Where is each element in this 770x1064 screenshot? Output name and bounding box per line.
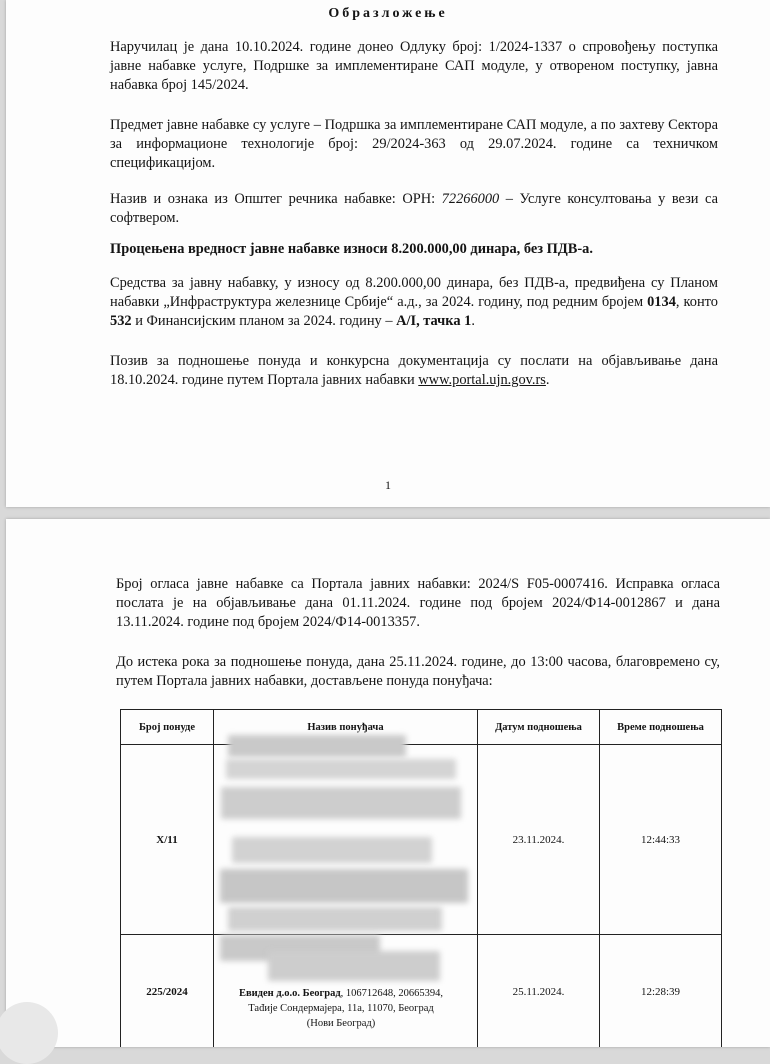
paragraph-funds [110, 274, 718, 331]
invitation-text: Позив за подношење понуда и конкурсна документација су послати на објављивање дана 18.10.2024. године путем Портала јавних набавки [110, 353, 718, 388]
redacted-bidder-2 [226, 759, 456, 779]
row2-time: 12:28:39 [640, 985, 681, 998]
paragraph-estimated-value [110, 240, 718, 259]
document-page-2 [6, 519, 770, 1047]
header-submission-time: Време подношења [617, 721, 704, 733]
bidder-ids: , 106712648, 20665394, [340, 988, 444, 999]
section-heading: Образложење [328, 6, 448, 21]
plan-point: А/I, тачка 1 [396, 313, 472, 329]
row1-offer-number: X/11 [156, 833, 178, 846]
row1-time: 12:44:33 [640, 833, 681, 846]
plan-number: 0134 [647, 294, 676, 310]
row1-date: 23.11.2024. [512, 833, 565, 846]
redacted-bidder-8 [268, 951, 440, 981]
header-offer-number: Број понуде [138, 721, 196, 733]
paragraph-offers-intro: До истека рока за подношење понуда, дана 25.11.2024. године, до 13:00 часова, благовремено су, путем Портала јавних набавки, достављене понуда понуђача: [116, 654, 720, 689]
redacted-bidder-5 [220, 869, 468, 903]
funds-text-b: , конто [675, 294, 718, 310]
invitation-end: . [545, 372, 550, 388]
funds-text-a: Средства за јавну набавку, у износу од 8.200.000,00 динара, без ПДВ-а, предвиђена су Планом набавки „Инфраструктура железнице Србије“ а.д., за 2024. годину, под редним бројем [110, 275, 718, 310]
bidder-address: Таđије Сондермајера, 11а, 11070, Београд [248, 1003, 434, 1014]
estimated-value-amount: 8.200.000,00 динара, без ПДВ-а. [391, 241, 593, 257]
bidder-details [218, 986, 464, 1046]
redacted-bidder-6 [228, 907, 442, 931]
paragraph-decision: Наручилац је дана 10.10.2024. године донео Одлуку број: 1/2024-1337 о спровођењу поступка јавне набавке услуге, Подршке за имплементиране САП модуле, у отвореном поступку, јавна набавка број 145/2024. [110, 39, 718, 93]
corner-overlay [0, 1002, 58, 1064]
document-page-1 [6, 0, 770, 507]
bidder-district: (Нови Београд) [306, 1018, 376, 1029]
header-submission-date: Датум подношења [495, 721, 582, 733]
redacted-bidder-1 [228, 735, 406, 757]
paragraph-invitation [110, 352, 718, 390]
cpv-code: 72266000 [441, 191, 500, 207]
konto-number: 532 [110, 313, 132, 329]
paragraph-cpv [110, 190, 718, 228]
redacted-bidder-3 [221, 787, 461, 819]
row2-offer-number: 225/2024 [146, 985, 188, 998]
row2-date: 25.11.2024. [512, 985, 565, 998]
estimated-value-label: Процењена вредност јавне набавке износи [110, 241, 388, 257]
header-bidder-name: Назив понуђача [307, 721, 384, 733]
cpv-label: Назив и ознака из Општег речника набавке: ОРН: [110, 191, 436, 207]
cpv-description: – Услуге консултовања у вези са софтвером. [110, 191, 718, 226]
redacted-bidder-4 [232, 837, 432, 863]
portal-link[interactable]: www.portal.ujn.gov.rs [418, 372, 546, 388]
funds-text-end: . [471, 313, 475, 329]
funds-text-c: и Финансијским планом за 2024. годину – [135, 313, 393, 329]
paragraph-notice: Број огласа јавне набавке са Портала јавних набавки: 2024/S F05-0007416. Исправка огласа послата је на објављивање дана 01.11.2024. године под бројем 2024/Ф14-0012867 и дана 13.11.2024. године под бројем 2024/Ф14-0013357. [116, 576, 720, 630]
page-number: 1 [385, 478, 391, 492]
bidder-name: Евиден д.о.о. Београд [238, 988, 341, 999]
paragraph-subject: Предмет јавне набавке су услуге – Подршка за имплементиране САП модуле, а по захтеву Сектора за информационе технологије број: 29/2024-363 од 29.07.2024. године са техничком спецификацијом. [110, 117, 718, 171]
